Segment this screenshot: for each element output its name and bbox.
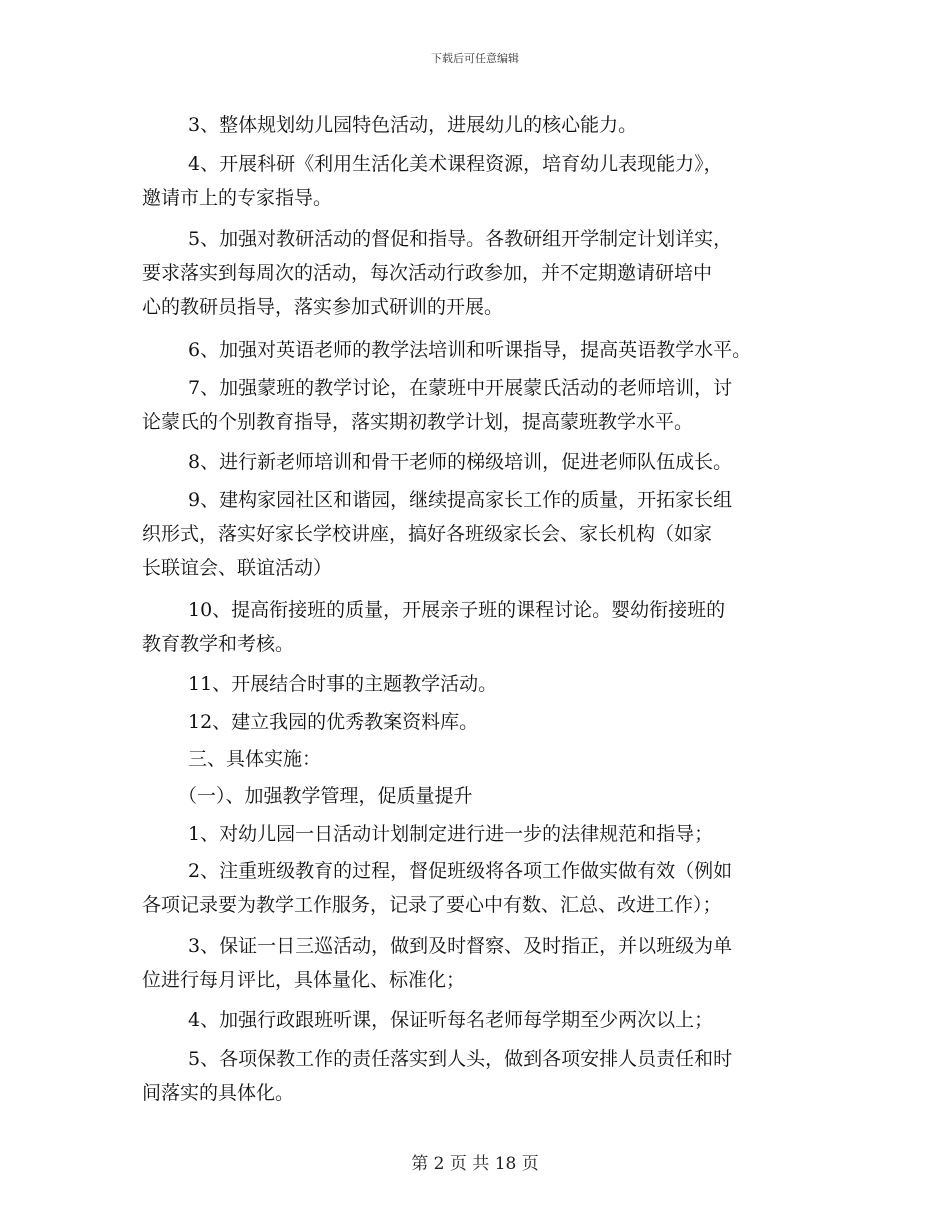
paragraph-line: 3、保证一日三巡活动，做到及时督察、及时指正，并以班级为单 <box>188 935 733 957</box>
paragraph-line: 12、建立我园的优秀教案资料库。 <box>188 711 479 733</box>
paragraph-line: 8、进行新老师培训和骨干老师的梯级培训，促进老师队伍成长。 <box>188 451 733 473</box>
paragraph-line: 2、注重班级教育的过程，督促班级将各项工作做实做有效（例如 <box>188 860 733 882</box>
page-footer: 第 2 页 共 18 页 <box>411 1154 539 1174</box>
paragraph-line: 6、加强对英语老师的教学法培训和听课指导，提高英语教学水平。 <box>188 339 752 361</box>
paragraph-line: 间落实的具体化。 <box>142 1082 295 1104</box>
page-header: 下载后可任意编辑 <box>431 52 519 65</box>
paragraph-line: 邀请市上的专家指导。 <box>142 187 333 209</box>
subsection-heading: （一）、加强教学管理，促质量提升 <box>178 785 473 807</box>
paragraph-line: 心的教研员指导，落实参加式研训的开展。 <box>142 296 504 318</box>
paragraph-line: 3、整体规划幼儿园特色活动，进展幼儿的核心能力。 <box>188 114 638 136</box>
paragraph-line: 1、对幼儿园一日活动计划制定进行进一步的法律规范和指导； <box>188 823 714 845</box>
paragraph-line: 织形式，落实好家长学校讲座，搞好各班级家长会、家长机构（如家 <box>142 523 713 545</box>
paragraph-line: 4、加强行政跟班听课，保证听每名老师每学期至少两次以上； <box>188 1009 714 1031</box>
paragraph-line: 7、加强蒙班的教学讨论，在蒙班中开展蒙氏活动的老师培训，讨 <box>188 377 733 399</box>
section-heading: 三、具体实施： <box>188 748 322 770</box>
paragraph-line: 5、各项保教工作的责任落实到人头，做到各项安排人员责任和时 <box>188 1048 733 1070</box>
paragraph-line: 要求落实到每周次的活动，每次活动行政参加，并不定期邀请研培中 <box>142 262 713 284</box>
paragraph-line: 9、建构家园社区和谐园，继续提高家长工作的质量，开拓家长组 <box>188 489 733 511</box>
paragraph-line: 4、开展科研《利用生活化美术课程资源，培育幼儿表现能力》， <box>188 153 723 175</box>
paragraph-line: 11、开展结合时事的主题教学活动。 <box>188 673 498 695</box>
paragraph-line: 各项记录要为教学工作服务，记录了要心中有数、汇总、改进工作）； <box>142 894 722 916</box>
paragraph-line: 位进行每月评比，具体量化、标准化； <box>142 969 466 991</box>
paragraph-line: 论蒙氏的个别教育指导，落实期初教学计划，提高蒙班教学水平。 <box>142 411 694 433</box>
paragraph-line: 教育教学和考核。 <box>142 633 295 655</box>
paragraph-line: 5、加强对教研活动的督促和指导。各教研组开学制定计划详实， <box>188 228 733 250</box>
paragraph-line: 10、提高衔接班的质量，开展亲子班的课程讨论。婴幼衔接班的 <box>188 599 726 621</box>
paragraph-line: 长联谊会、联谊活动） <box>142 557 333 579</box>
